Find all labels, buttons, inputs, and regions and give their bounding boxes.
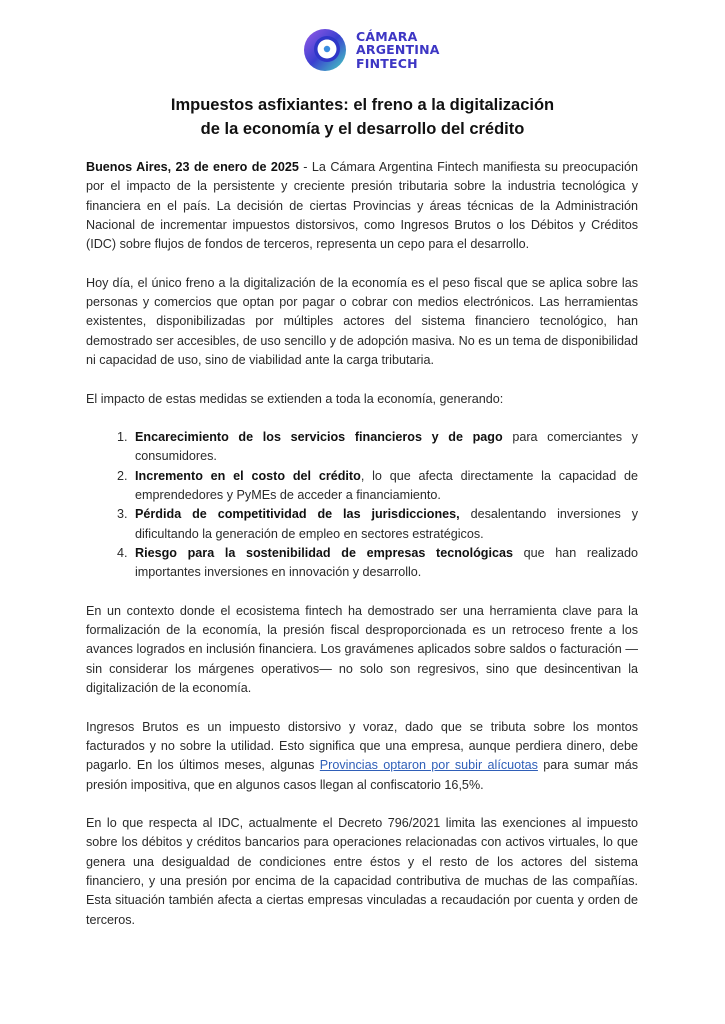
- page-title: [0, 93, 725, 141]
- paragraph-5: [86, 718, 638, 795]
- title-line-1: Impuestos asfixiantes: el freno a la digitalización: [170, 96, 555, 114]
- logo-wordmark: [356, 30, 440, 71]
- p5-after: para sumar más presión impositiva, que en algunos casos llegan al confiscatorio 16,5%.: [86, 758, 639, 792]
- logo-line: ARGENTINA: [356, 42, 440, 58]
- list-item-text: que han realizado importantes inversiones en innovación y desarrollo.: [135, 545, 638, 580]
- logo-line: CÁMARA: [356, 28, 418, 44]
- logo-mark-icon: [302, 27, 348, 73]
- list-item-bold: Encarecimiento de los servicios financieros y de pago: [135, 430, 503, 445]
- list-item: [131, 428, 638, 467]
- paragraph-2: Hoy día, el único freno a la digitalización de la economía es el peso fiscal que se aplica sobre las personas y comercios que optan por pagar o cobrar con medios electrónicos. Las herramientas existentes, disponibilizadas por múltiples actores del sistema financiero tecnológico, han demostrado ser accesibles, de uso sencillo y de adopción masiva. No es un tema de disponibilidad ni capacidad de uso, sino de viabilidad ante la carga tributaria.: [86, 275, 638, 367]
- list-item-bold: Riesgo para la sostenibilidad de empresas tecnológicas: [135, 545, 513, 560]
- document-body: [86, 158, 638, 949]
- intro-text: - La Cámara Argentina Fintech manifiesta su preocupación por el impacto de la persistente y creciente presión tributaria sobre la industria tecnológica y financiera en el país. La decisión de ciertas Provincias y áreas técnicas de la Administración Nacional de incrementar impuestos distorsivos, como Ingresos Brutos o los Débitos y Créditos (IDC) sobre flujos de fondos de terceros, representa un cepo para el desarrollo.: [86, 160, 638, 252]
- logo: [302, 27, 440, 73]
- consequences-list: [86, 428, 638, 582]
- list-item: [131, 467, 638, 506]
- list-item-text: para comerciantes y consumidores.: [135, 430, 638, 464]
- p5-before: Ingresos Brutos es un impuesto distorsivo y voraz, dado que se tributa sobre los montos facturados y no sobre la utilidad. Esto significa que una empresa, aunque perdiera dinero, debe pagarlo. En los últimos meses, algunas: [86, 719, 638, 773]
- paragraph-4: En un contexto donde el ecosistema fintech ha demostrado ser una herramienta clave para la formalización de la economía, la presión fiscal desproporcionada es un retroceso frente a los avances logrados en inclusión financiera. Los gravámenes aplicados sobre saldos o facturación —sin considerar los márgenes operativos— no solo son regresivos, sino que desincentivan la digitalización de la economía.: [86, 603, 638, 696]
- paragraph-6: En lo que respecta al IDC, actualmente el Decreto 796/2021 limita las exenciones al impuesto sobre los débitos y créditos bancarios para operaciones relacionadas con activos virtuales, lo que genera una desigualdad de condiciones entre éstos y el resto de los actores del sistema financiero, y una presión por encima de la capacidad contributiva de muchas de las compañías. Esta situación también afecta a ciertas empresas vinculadas a recaudación por cuenta y orden de terceros.: [86, 816, 638, 927]
- provincias-alicuotas-link[interactable]: Provincias optaron por subir alícuotas: [319, 758, 538, 773]
- logo-line: FINTECH: [356, 55, 418, 71]
- title-line-2: de la economía y el desarrollo del crédito: [200, 120, 525, 138]
- list-item-text: , lo que afecta directamente la capacidad de emprendedores y PyMEs de acceder a financiamiento.: [135, 468, 638, 503]
- list-item-bold: Pérdida de competitividad de las jurisdicciones,: [135, 507, 460, 522]
- paragraph-intro: [86, 158, 638, 254]
- list-item: [131, 505, 638, 544]
- paragraph-3: El impacto de estas medidas se extienden a toda la economía, generando:: [86, 391, 504, 406]
- list-item-bold: Incremento en el costo del crédito: [135, 468, 361, 483]
- dateline: Buenos Aires, 23 de enero de 2025: [86, 160, 299, 174]
- list-item-text: desalentando inversiones y dificultando la generación de empleo en sectores estratégicos.: [135, 507, 639, 541]
- list-item: [131, 544, 638, 583]
